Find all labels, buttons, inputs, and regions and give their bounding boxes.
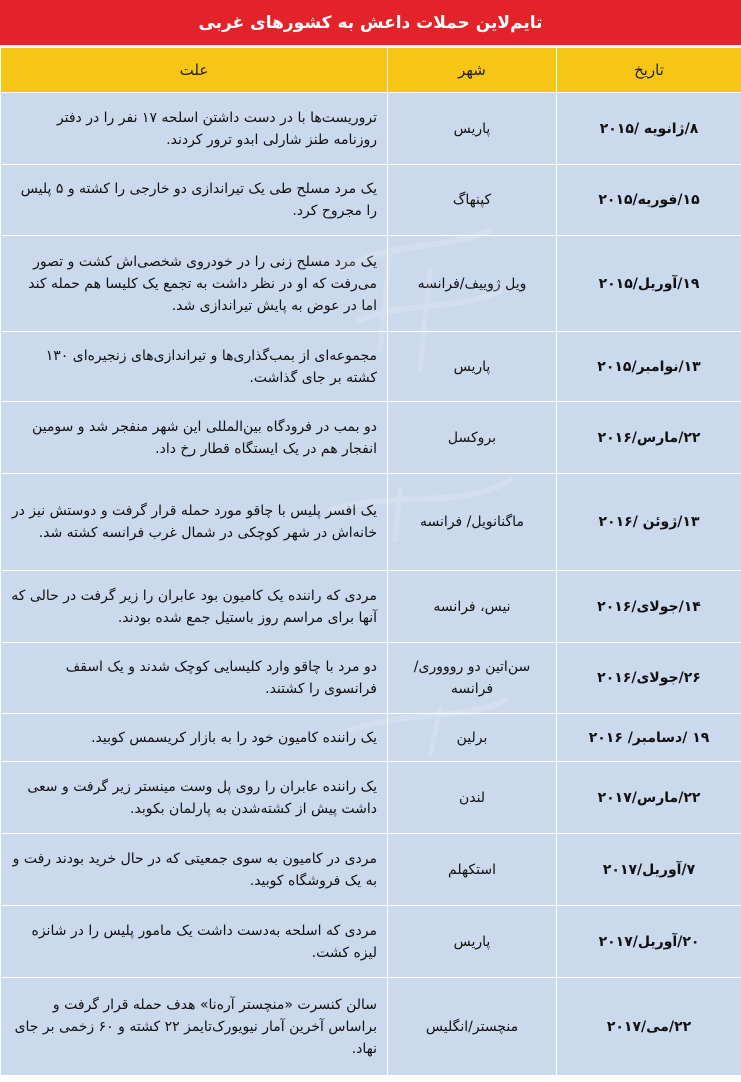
- cell-city: ماگنانویل/ فرانسه: [388, 474, 557, 571]
- table-row: [1, 332, 741, 402]
- cell-city: بروکسل: [388, 402, 557, 474]
- cell-reason: یک افسر پلیس با چاقو مورد حمله قرار گرفت و دوستش نیز در خانه‌اش در شهر کوچکی در شمال غرب فرانسه کشته شد.: [1, 474, 388, 571]
- table-row: [1, 93, 741, 165]
- table-row: [1, 165, 741, 236]
- cell-city: پاریس: [388, 332, 557, 402]
- cell-date: ۲۰/آوریل/۲۰۱۷: [557, 906, 741, 978]
- cell-city: منچستر/انگلیس: [388, 978, 557, 1076]
- cell-date: ۲۶/جولای/۲۰۱۶: [557, 643, 741, 714]
- table-row: [1, 906, 741, 978]
- cell-reason: یک مرد مسلح طی یک تیراندازی دو خارجی را کشته و ۵ پلیس را مجروح کرد.: [1, 165, 388, 236]
- table-row: [1, 571, 741, 643]
- timeline-table: [0, 47, 741, 1076]
- cell-city: استکهلم: [388, 834, 557, 906]
- cell-date: ۷/آوریل/۲۰۱۷: [557, 834, 741, 906]
- cell-reason: دو بمب در فرودگاه بین‌المللی این شهر منفجر شد و سومین انفجار هم در یک ایستگاه قطار رخ داد.: [1, 402, 388, 474]
- cell-city: کپنهاگ: [388, 165, 557, 236]
- table-row: [1, 762, 741, 834]
- cell-date: ۱۹ /دسامبر/ ۲۰۱۶: [557, 714, 741, 762]
- cell-date: ۲۲/مارس/۲۰۱۷: [557, 762, 741, 834]
- cell-city: ویل ژوییف/فرانسه: [388, 236, 557, 332]
- cell-date: ۱۹/آوریل/۲۰۱۵: [557, 236, 741, 332]
- page-title: تایم‌لاین حملات داعش به کشورهای غربی: [0, 0, 741, 45]
- cell-reason: تروریست‌ها با در دست داشتن اسلحه ۱۷ نفر را در دفتر روزنامه طنز شارلی ابدو ترور کردند.: [1, 93, 388, 165]
- cell-reason: مجموعه‌ای از بمب‌گذاری‌ها و تیراندازی‌های زنجیره‌ای ۱۳۰ کشته بر جای گذاشت.: [1, 332, 388, 402]
- table-row: [1, 834, 741, 906]
- table-row: [1, 236, 741, 332]
- cell-city: لندن: [388, 762, 557, 834]
- cell-date: ۲۲/می/۲۰۱۷: [557, 978, 741, 1076]
- cell-date: ۱۴/جولای/۲۰۱۶: [557, 571, 741, 643]
- cell-date: ۱۳/ژوئن /۲۰۱۶: [557, 474, 741, 571]
- header-row: [1, 48, 741, 93]
- cell-reason: یک راننده عابران را روی پل وست مینستر زیر گرفت و سعی داشت پیش از کشته‌شدن به پارلمان بکوبد.: [1, 762, 388, 834]
- table-row: [1, 402, 741, 474]
- cell-date: ۱۵/فوریه/۲۰۱۵: [557, 165, 741, 236]
- cell-city: برلین: [388, 714, 557, 762]
- header-date: تاریخ: [557, 48, 741, 93]
- cell-city: پاریس: [388, 906, 557, 978]
- table-row: [1, 978, 741, 1076]
- cell-reason: سالن کنسرت «منچستر آره‌نا» هدف حمله قرار گرفت و براساس آخرین آمار نیویورک‌تایمز ۲۲ کشته و ۶۰ زخمی بر جای نهاد.: [1, 978, 388, 1076]
- cell-date: ۲۲/مارس/۲۰۱۶: [557, 402, 741, 474]
- table-row: [1, 643, 741, 714]
- cell-city: سن‌اتین دو روووری/ فرانسه: [388, 643, 557, 714]
- cell-reason: مردی که راننده یک کامیون بود عابران را زیر گرفت در حالی که آنها برای مراسم روز باستیل جمع شده بودند.: [1, 571, 388, 643]
- cell-date: ۸/ژانویه /۲۰۱۵: [557, 93, 741, 165]
- cell-reason: یک راننده کامیون خود را به بازار کریسمس کوبید.: [1, 714, 388, 762]
- cell-reason: مردی در کامیون به سوی جمعیتی که در حال خرید بودند رفت و به یک فروشگاه کوبید.: [1, 834, 388, 906]
- cell-reason: مردی که اسلحه به‌دست داشت یک مامور پلیس را در شانزه لیزه کشت.: [1, 906, 388, 978]
- cell-date: ۱۳/نوامبر/۲۰۱۵: [557, 332, 741, 402]
- cell-reason: دو مرد با چاقو وارد کلیسایی کوچک شدند و یک اسقف فرانسوی را کشتند.: [1, 643, 388, 714]
- header-city: شهر: [388, 48, 557, 93]
- table-row: [1, 714, 741, 762]
- cell-reason: یک مرد مسلح زنی را در خودروی شخصی‌اش کشت و تصور می‌رفت که او در نظر داشت به تجمع یک کلیسا هم حمله کند اما در عوض به پایش تیراندازی شد.: [1, 236, 388, 332]
- cell-city: نیس، فرانسه: [388, 571, 557, 643]
- header-reason: علت: [1, 48, 388, 93]
- table-row: [1, 474, 741, 571]
- cell-city: پاریس: [388, 93, 557, 165]
